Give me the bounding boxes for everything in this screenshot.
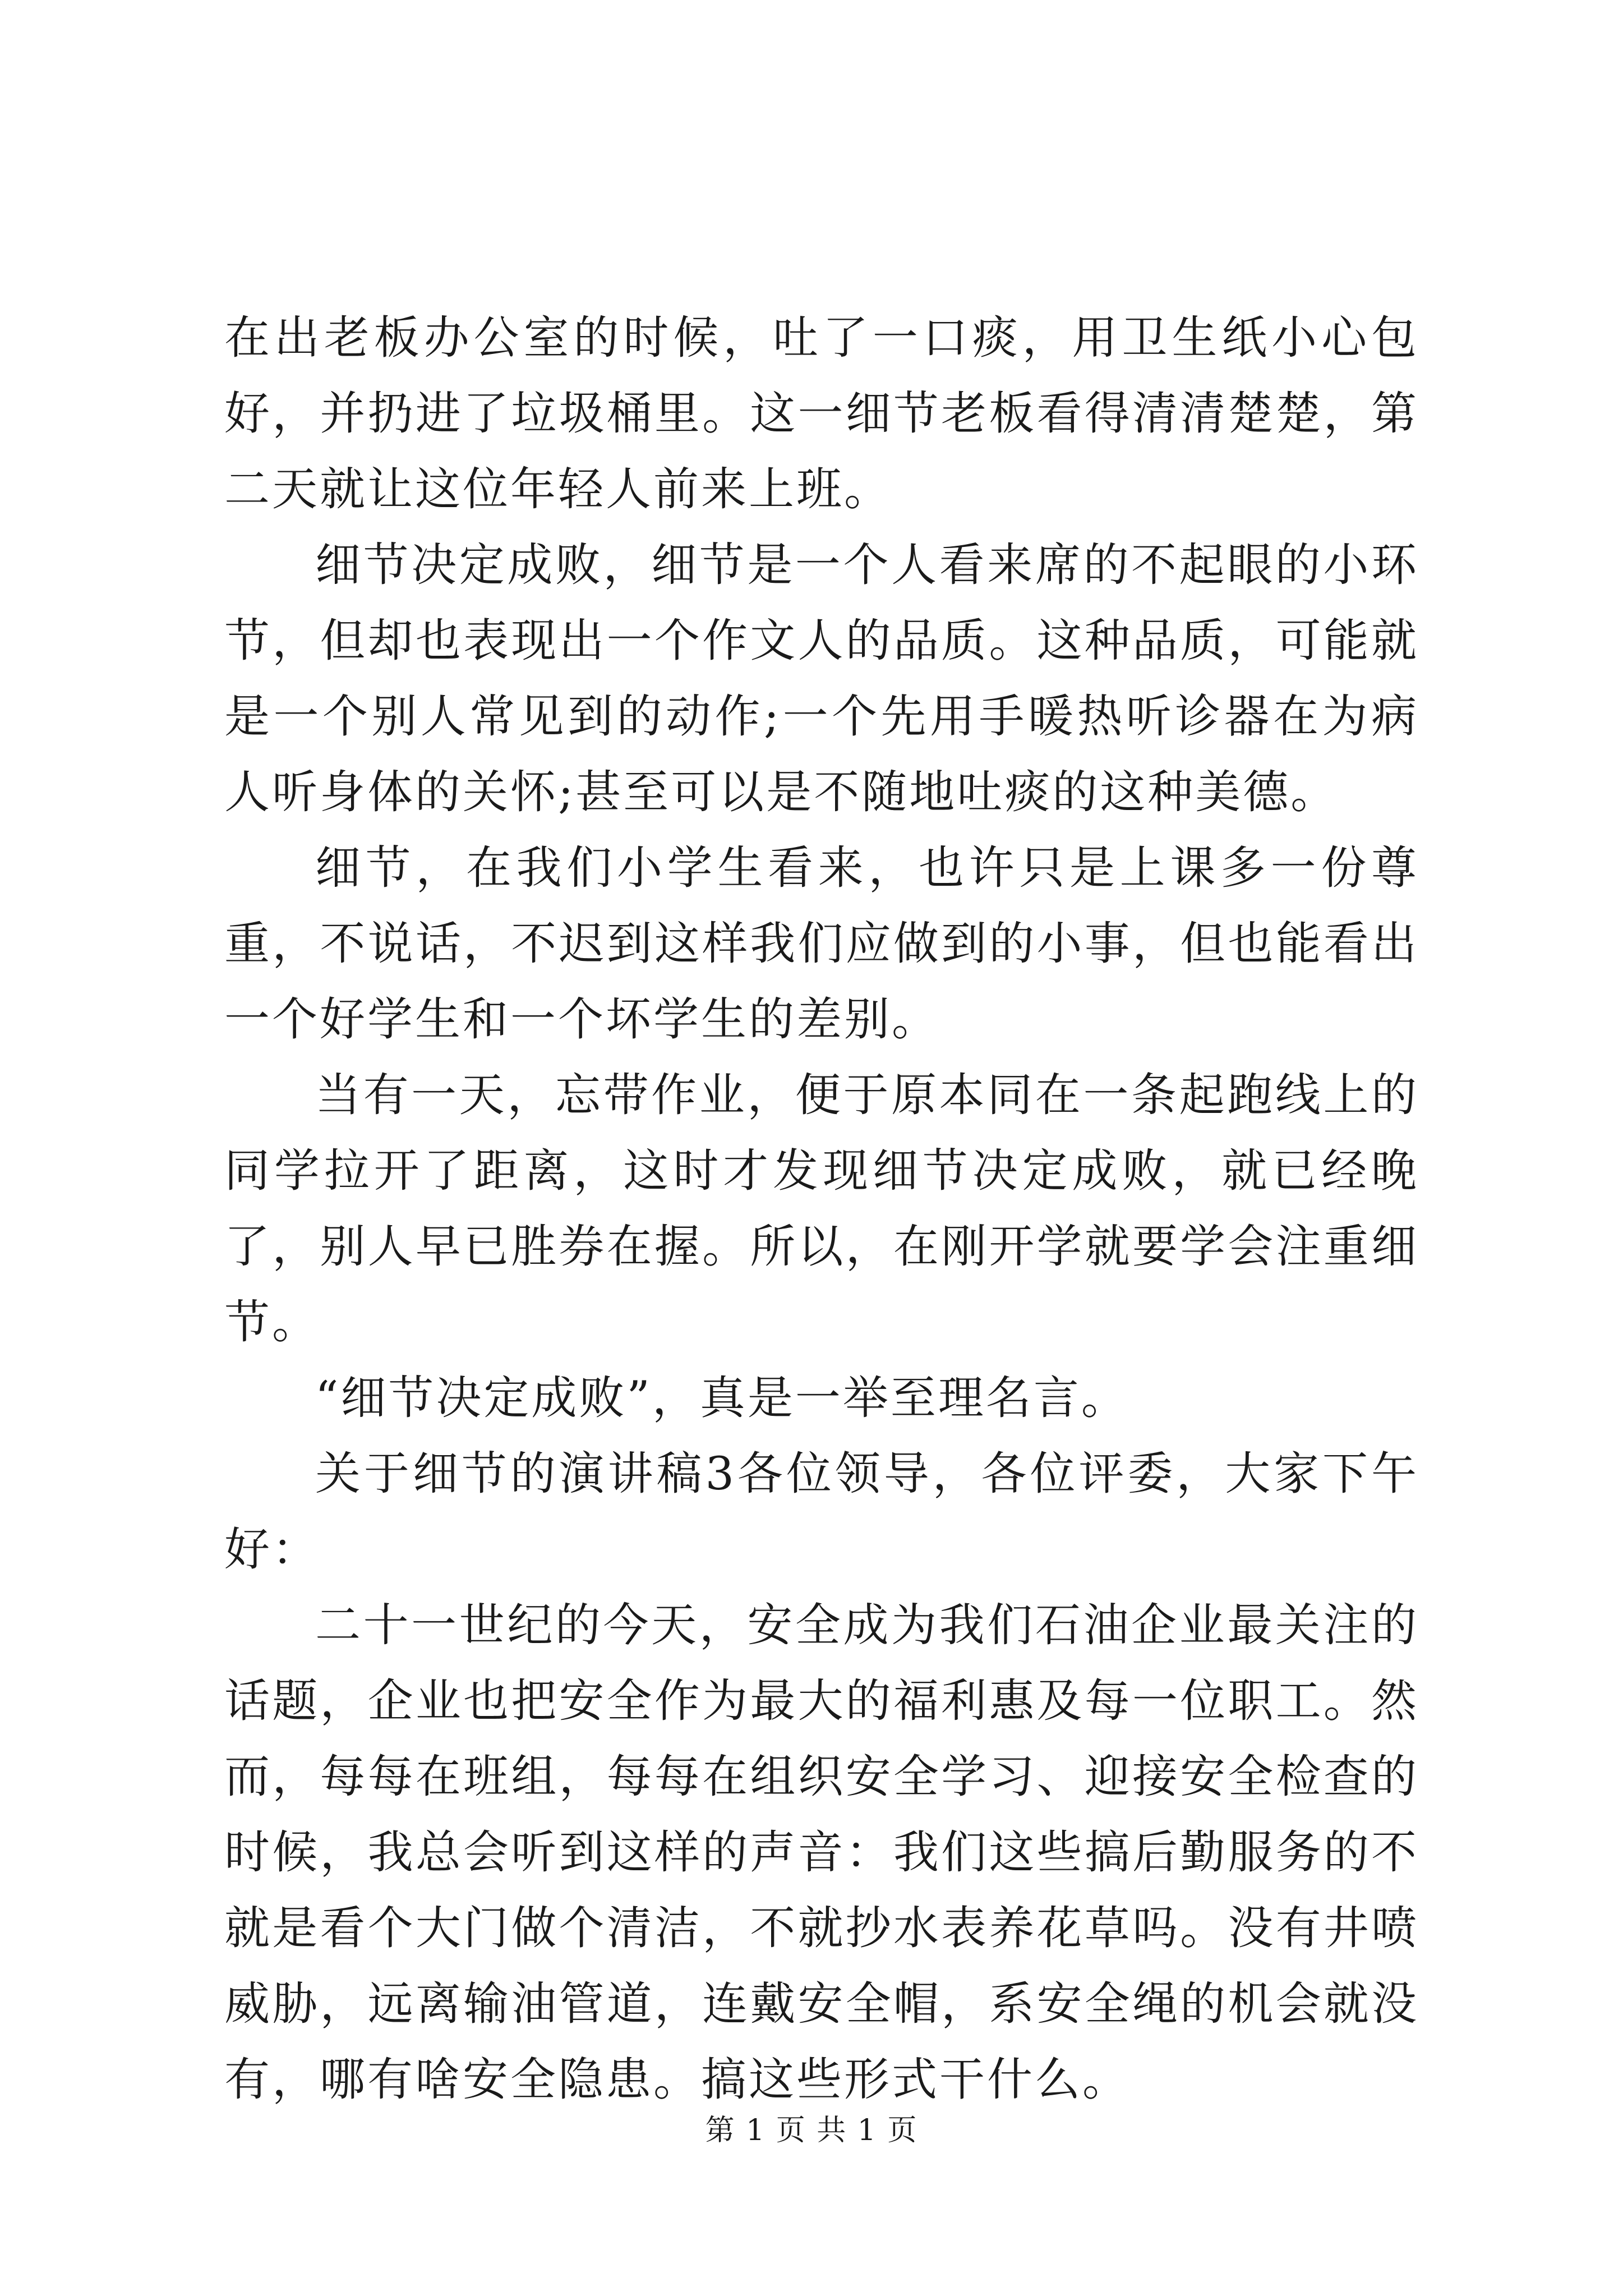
document-body bbox=[224, 301, 1419, 2118]
paragraph-1: 在出老板办公室的时候，吐了一口痰，用卫生纸小心包好，并扔进了垃圾桶里。这一细节老板看得清清楚楚，第二天就让这位年轻人前来上班。 bbox=[224, 312, 1419, 516]
page-footer: 第 1 页 共 1 页 bbox=[705, 2114, 918, 2147]
paragraph-2: 细节决定成败，细节是一个人看来席的不起眼的小环节，但却也表现出一个作文人的品质。这种品质，可能就是一个别人常见到的动作;一个先用手暖热听诊器在为病人听身体的关怀;甚至可以是不随地吐痰的这种美德。 bbox=[224, 539, 1419, 819]
paragraph-3: 细节，在我们小学生看来，也许只是上课多一份尊重，不说话，不迟到这样我们应做到的小事，但也能看出一个好学生和一个坏学生的差别。 bbox=[224, 842, 1419, 1046]
paragraph-6: 关于细节的演讲稿3各位领导，各位评委，大家下午好： bbox=[224, 1448, 1419, 1576]
paragraph-7: 二十一世纪的今天，安全成为我们石油企业最关注的话题，企业也把安全作为最大的福利惠及每一位职工。然而，每每在班组，每每在组织安全学习、迎接安全检查的时候，我总会听到这样的声音：我们这些搞后勤服务的不就是看个大门做个清洁，不就抄水表养花草吗。没有井喷威胁，远离输油管道，连戴安全帽，系安全绳的机会就没有，哪有啥安全隐患。搞这些形式干什么。 bbox=[224, 1599, 1419, 2106]
paragraph-5: “细节决定成败”，真是一举至理名言。 bbox=[315, 1372, 1129, 1425]
paragraph-4: 当有一天，忘带作业，便于原本同在一条起跑线上的同学拉开了距离，这时才发现细节决定成败，就已经晚了，别人早已胜券在握。所以，在刚开学就要学会注重细节。 bbox=[224, 1069, 1419, 1349]
